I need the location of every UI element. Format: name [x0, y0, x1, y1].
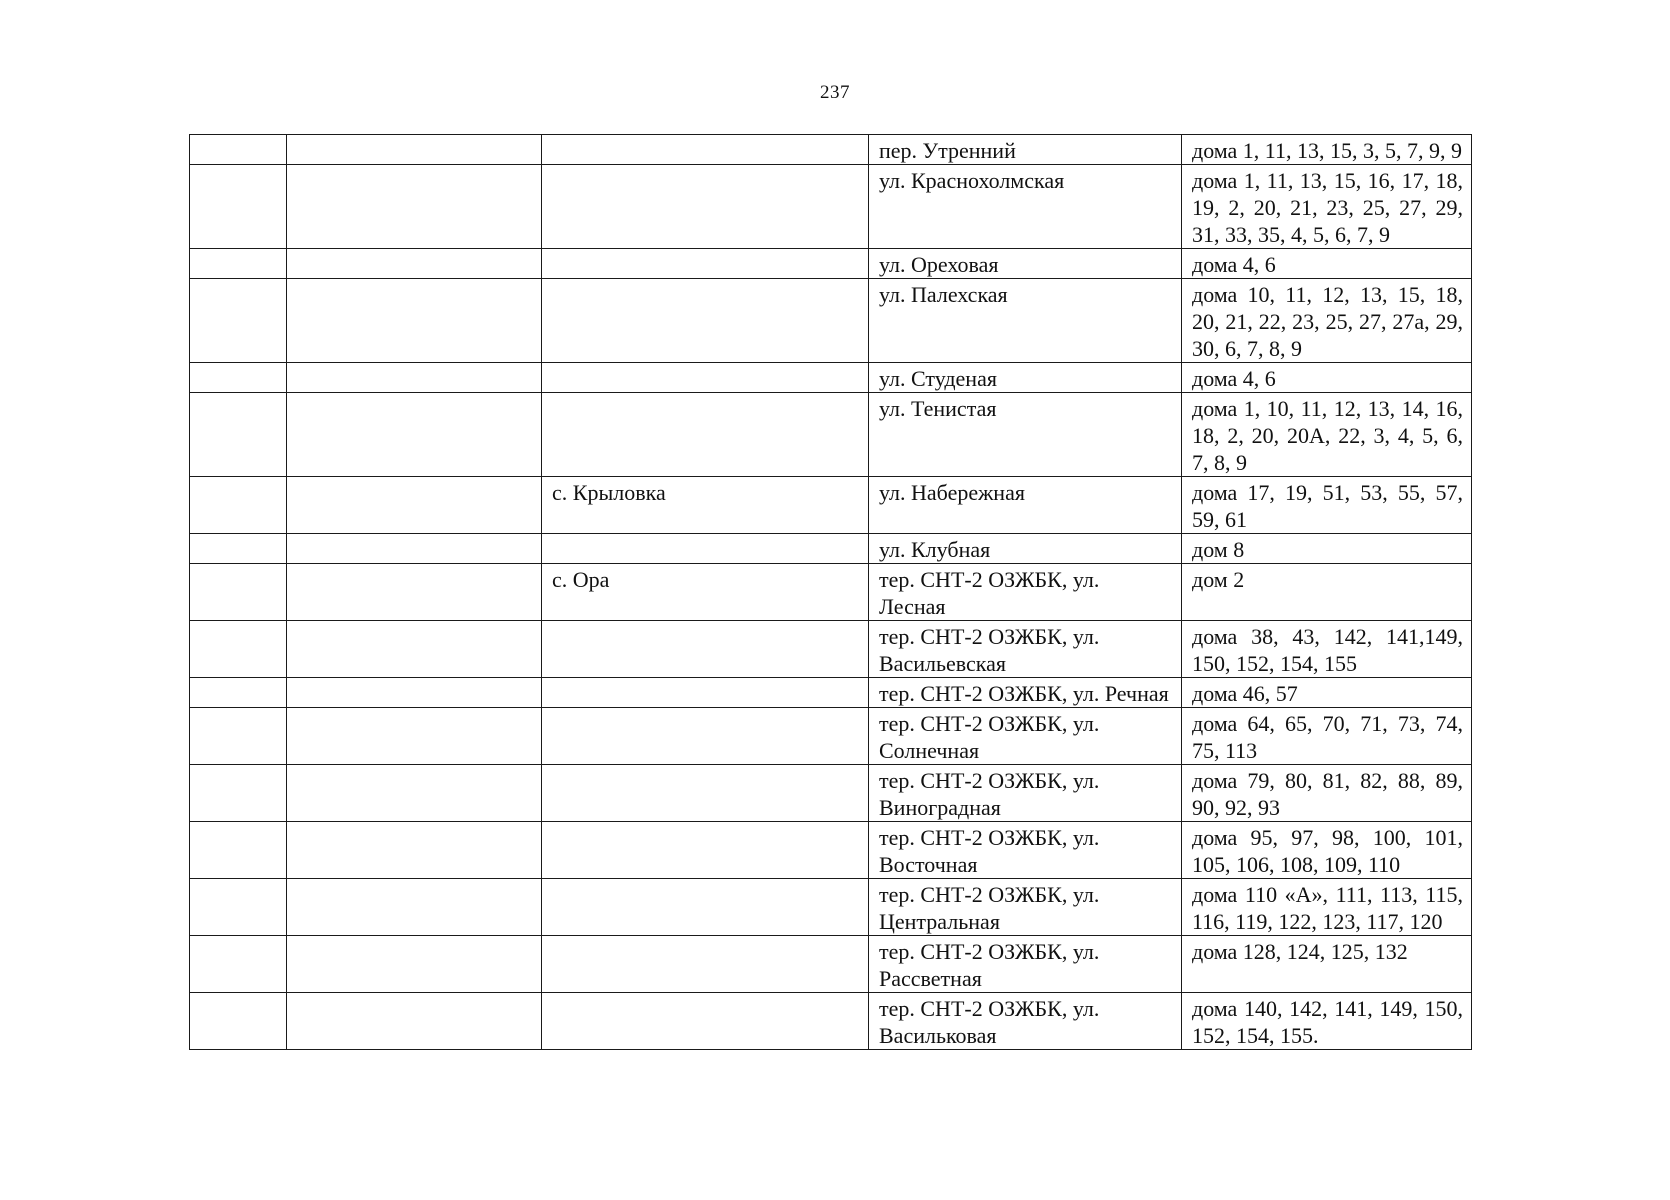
- empty-cell: [287, 279, 542, 363]
- houses-cell: дома 64, 65, 70, 71, 73, 74, 75, 113: [1182, 708, 1472, 765]
- settlement-cell: [542, 534, 869, 564]
- houses-cell: дом 8: [1182, 534, 1472, 564]
- empty-cell: [190, 534, 287, 564]
- address-table: [189, 134, 1472, 1050]
- empty-cell: [287, 363, 542, 393]
- settlement-cell: [542, 765, 869, 822]
- settlement-cell: [542, 165, 869, 249]
- houses-cell: дома 4, 6: [1182, 363, 1472, 393]
- empty-cell: [190, 165, 287, 249]
- table-row: [190, 708, 1472, 765]
- street-cell: тер. СНТ-2 ОЗЖБК, ул. Васильковая: [869, 993, 1182, 1050]
- empty-cell: [287, 936, 542, 993]
- empty-cell: [287, 249, 542, 279]
- empty-cell: [190, 564, 287, 621]
- empty-cell: [190, 765, 287, 822]
- street-cell: ул. Клубная: [869, 534, 1182, 564]
- houses-cell: дома 46, 57: [1182, 678, 1472, 708]
- empty-cell: [190, 678, 287, 708]
- street-cell: тер. СНТ-2 ОЗЖБК, ул. Речная: [869, 678, 1182, 708]
- houses-cell: дома 79, 80, 81, 82, 88, 89, 90, 92, 93: [1182, 765, 1472, 822]
- houses-cell: дома 95, 97, 98, 100, 101, 105, 106, 108, 109, 110: [1182, 822, 1472, 879]
- table-row: [190, 249, 1472, 279]
- settlement-cell: [542, 678, 869, 708]
- table-row: [190, 393, 1472, 477]
- empty-cell: [287, 621, 542, 678]
- houses-cell: дома 10, 11, 12, 13, 15, 18, 20, 21, 22, 23, 25, 27, 27а, 29, 30, 6, 7, 8, 9: [1182, 279, 1472, 363]
- empty-cell: [190, 393, 287, 477]
- empty-cell: [287, 477, 542, 534]
- settlement-cell: с. Крыловка: [542, 477, 869, 534]
- street-cell: ул. Студеная: [869, 363, 1182, 393]
- empty-cell: [287, 708, 542, 765]
- street-cell: тер. СНТ-2 ОЗЖБК, ул. Васильевская: [869, 621, 1182, 678]
- empty-cell: [190, 477, 287, 534]
- settlement-cell: [542, 279, 869, 363]
- empty-cell: [190, 135, 287, 165]
- houses-cell: дом 2: [1182, 564, 1472, 621]
- settlement-cell: [542, 363, 869, 393]
- street-cell: тер. СНТ-2 ОЗЖБК, ул. Лесная: [869, 564, 1182, 621]
- settlement-cell: [542, 936, 869, 993]
- empty-cell: [190, 363, 287, 393]
- empty-cell: [190, 249, 287, 279]
- street-cell: пер. Утренний: [869, 135, 1182, 165]
- settlement-cell: [542, 135, 869, 165]
- street-cell: ул. Тенистая: [869, 393, 1182, 477]
- empty-cell: [190, 879, 287, 936]
- street-cell: тер. СНТ-2 ОЗЖБК, ул. Восточная: [869, 822, 1182, 879]
- empty-cell: [287, 822, 542, 879]
- page-number: 237: [820, 82, 850, 103]
- empty-cell: [190, 279, 287, 363]
- settlement-cell: [542, 708, 869, 765]
- table-row: [190, 936, 1472, 993]
- houses-cell: дома 17, 19, 51, 53, 55, 57, 59, 61: [1182, 477, 1472, 534]
- table-row: [190, 165, 1472, 249]
- table-row: [190, 135, 1472, 165]
- street-cell: тер. СНТ-2 ОЗЖБК, ул. Центральная: [869, 879, 1182, 936]
- street-cell: ул. Краснохолмская: [869, 165, 1182, 249]
- empty-cell: [287, 765, 542, 822]
- street-cell: ул. Ореховая: [869, 249, 1182, 279]
- street-cell: ул. Набережная: [869, 477, 1182, 534]
- houses-cell: дома 1, 11, 13, 15, 16, 17, 18, 19, 2, 20, 21, 23, 25, 27, 29, 31, 33, 35, 4, 5, 6, 7, 9: [1182, 165, 1472, 249]
- table-row: [190, 279, 1472, 363]
- table-row: [190, 993, 1472, 1050]
- empty-cell: [287, 135, 542, 165]
- street-cell: ул. Палехская: [869, 279, 1182, 363]
- empty-cell: [190, 822, 287, 879]
- houses-cell: дома 4, 6: [1182, 249, 1472, 279]
- houses-cell: дома 140, 142, 141, 149, 150, 152, 154, 155.: [1182, 993, 1472, 1050]
- street-cell: тер. СНТ-2 ОЗЖБК, ул. Солнечная: [869, 708, 1182, 765]
- table-row: [190, 564, 1472, 621]
- empty-cell: [287, 678, 542, 708]
- houses-cell: дома 38, 43, 142, 141,149, 150, 152, 154, 155: [1182, 621, 1472, 678]
- empty-cell: [287, 165, 542, 249]
- settlement-cell: [542, 822, 869, 879]
- empty-cell: [190, 621, 287, 678]
- empty-cell: [190, 936, 287, 993]
- table-row: [190, 621, 1472, 678]
- houses-cell: дома 1, 11, 13, 15, 3, 5, 7, 9, 9: [1182, 135, 1472, 165]
- table-row: [190, 477, 1472, 534]
- houses-cell: дома 110 «А», 111, 113, 115, 116, 119, 122, 123, 117, 120: [1182, 879, 1472, 936]
- settlement-cell: [542, 879, 869, 936]
- empty-cell: [287, 393, 542, 477]
- settlement-cell: с. Ора: [542, 564, 869, 621]
- settlement-cell: [542, 249, 869, 279]
- table-row: [190, 363, 1472, 393]
- empty-cell: [190, 993, 287, 1050]
- empty-cell: [287, 993, 542, 1050]
- houses-cell: дома 1, 10, 11, 12, 13, 14, 16, 18, 2, 20, 20А, 22, 3, 4, 5, 6, 7, 8, 9: [1182, 393, 1472, 477]
- settlement-cell: [542, 621, 869, 678]
- empty-cell: [287, 564, 542, 621]
- houses-cell: дома 128, 124, 125, 132: [1182, 936, 1472, 993]
- empty-cell: [287, 534, 542, 564]
- settlement-cell: [542, 393, 869, 477]
- street-cell: тер. СНТ-2 ОЗЖБК, ул. Виноградная: [869, 765, 1182, 822]
- table-row: [190, 534, 1472, 564]
- table-row: [190, 822, 1472, 879]
- table-row: [190, 678, 1472, 708]
- table-row: [190, 879, 1472, 936]
- table-row: [190, 765, 1472, 822]
- empty-cell: [287, 879, 542, 936]
- settlement-cell: [542, 993, 869, 1050]
- street-cell: тер. СНТ-2 ОЗЖБК, ул. Рассветная: [869, 936, 1182, 993]
- empty-cell: [190, 708, 287, 765]
